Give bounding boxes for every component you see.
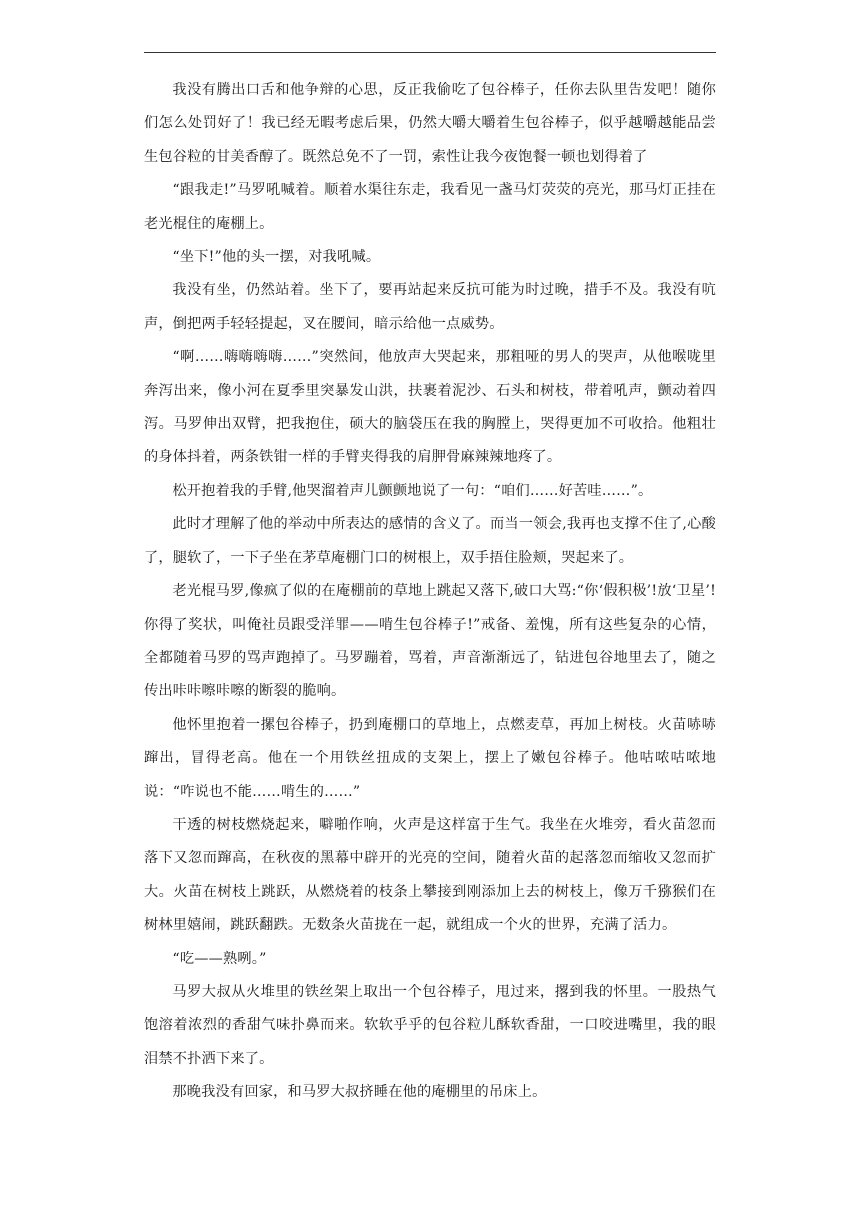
paragraph-1: 我没有腾出口舌和他争辩的心思，反正我偷吃了包谷棒子，任你去队里告发吧！随你们怎么处罚好了！我已经无暇考虑后果，仍然大嚼大嚼着生包谷棒子，似乎越嚼越能品尝生包谷粒的甘美香醇了。既然总免不了一罚，索性让我今夜饱餐一顿也划得着了: [144, 82, 716, 165]
paragraph-6: 松开抱着我的手臂,他哭溜着声儿颤颤地说了一句：“咱们……好苦哇……”。: [172, 482, 653, 499]
paragraph-3: “坐下!”他的头一摆，对我吼喊。: [172, 249, 381, 266]
paragraph-10: 干透的树枝燃烧起来，噼啪作响，火声是这样富于生气。我坐在火堆旁，看火苗忽而落下又忽而蹿高，在秋夜的黑幕中辟开的光亮的空间，随着火苗的起落忽而缩收又忽而扩大。火苗在树枝上跳跃，从燃烧着的枝条上攀接到刚添加上去的树枝上，像万千猕猴们在树林里嬉闹，跳跃翻跌。无数条火苗拢在一起，就组成一个火的世界，充满了活力。: [144, 816, 716, 934]
paragraph-9: 他怀里抱着一摞包谷棒子，扔到庵棚口的草地上，点燃麦草，再加上树枝。火苗哧哧蹿出，冒得老高。他在一个用铁丝扭成的支架上，摆上了嫩包谷棒子。他咕哝咕哝地说：“咋说也不能……啃生的……”: [144, 716, 716, 800]
header-rule: [144, 52, 716, 53]
paragraph-12: 马罗大叔从火堆里的铁丝架上取出一个包谷棒子，甩过来，撂到我的怀里。一股热气饱溶着浓烈的香甜气味扑鼻而来。软软乎乎的包谷粒儿酥软香甜，一口咬进嘴里，我的眼泪禁不扑洒下来了。: [144, 983, 716, 1067]
paragraph-7: 此时才理解了他的举动中所表达的感情的含义了。而当一领会,我再也支撑不住了,心酸了，腿软了，一下子坐在茅草庵棚门口的树根上，双手捂住脸颊，哭起来了。: [144, 516, 716, 566]
paragraph-2: “跟我走!”马罗吼喊着。顺着水渠往东走，我看见一盏马灯荧荧的亮光，那马灯正挂在老光棍住的庵棚上。: [144, 182, 716, 232]
article-body: [144, 74, 716, 1110]
paragraph-4: 我没有坐，仍然站着。坐下了，要再站起来反抗可能为时过晚，措手不及。我没有吭声，倒把两手轻轻提起，叉在腰间，暗示给他一点威势。: [144, 282, 716, 332]
paragraph-5: “啊……嗨嗨嗨嗨……”突然间，他放声大哭起来，那粗哑的男人的哭声，从他喉咙里奔泻出来，像小河在夏季里突暴发山洪，扶裹着泥沙、石头和树枝，带着吼声，颤动着四泻。马罗伸出双臂，把我抱住，硕大的脑袋压在我的胸膛上，哭得更加不可收拾。他粗壮的身体抖着，两条铁钳一样的手臂夹得我的肩胛骨麻辣辣地疼了。: [144, 349, 716, 466]
paragraph-8: 老光棍马罗,像疯了似的在庵棚前的草地上跳起又落下,破口大骂:“你‘假积极’!放‘卫星’!你得了奖状，叫俺社员跟受洋罪——啃生包谷棒子!”戒备、羞愧，所有这些复杂的心情，全都随着马罗的骂声跑掉了。马罗蹦着，骂着，声音渐渐远了，钻进包谷地里去了，随之传出咔咔嚓咔嚓的断裂的脆响。: [144, 583, 716, 700]
paragraph-13: 那晚我没有回家，和马罗大叔挤睡在他的庵棚里的吊床上。: [172, 1084, 547, 1101]
paragraph-11: “吃——熟咧。”: [172, 950, 267, 967]
